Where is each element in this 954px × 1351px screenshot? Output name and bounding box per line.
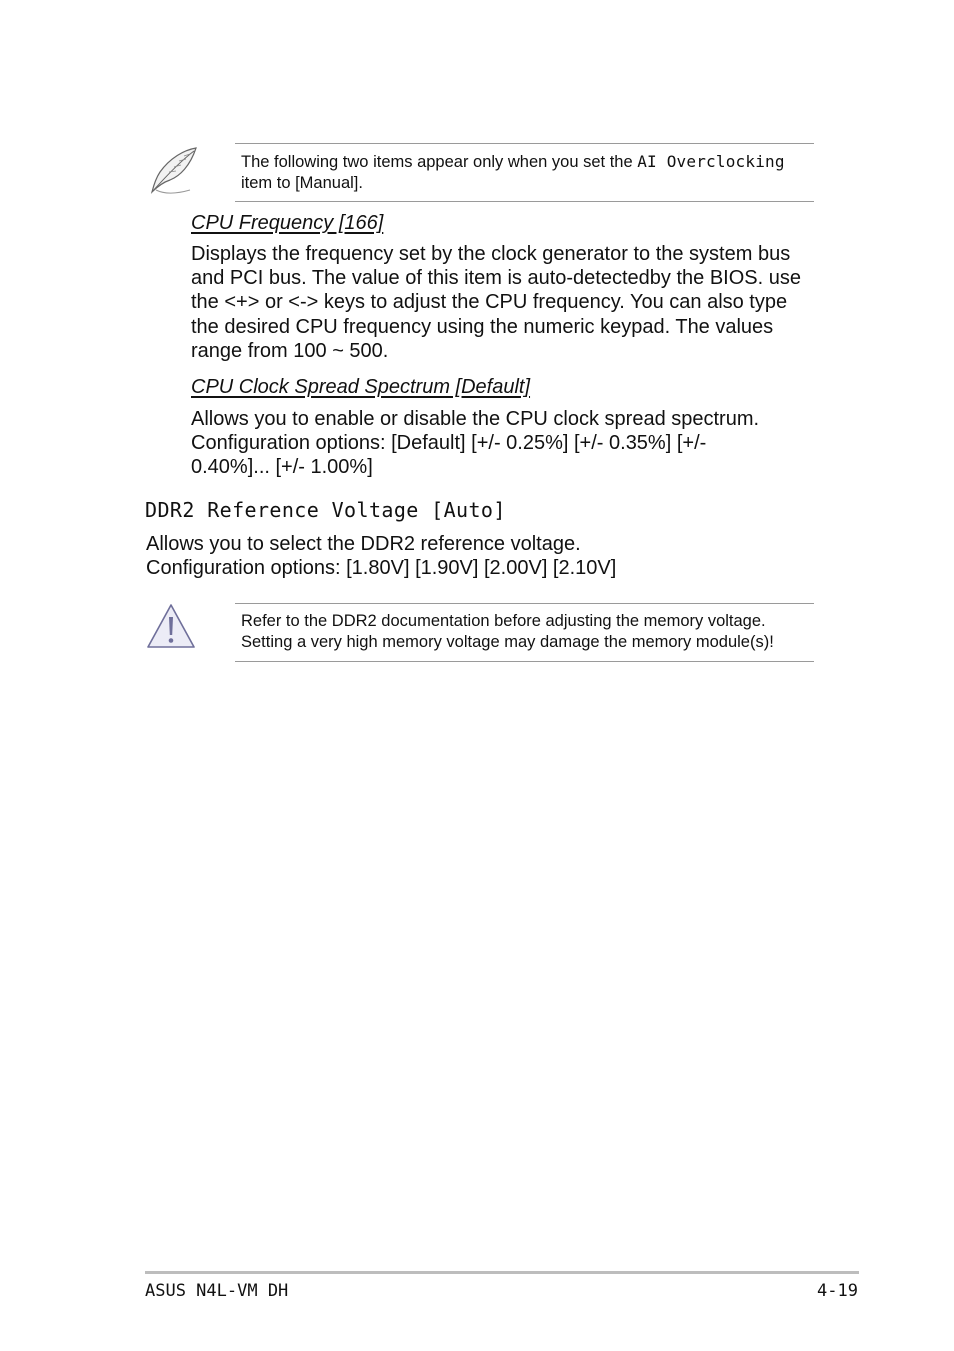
cpu-clock-spread-description bbox=[191, 407, 806, 480]
footer-rule bbox=[145, 1271, 859, 1274]
caution-line: Setting a very high memory voltage may damage the memory module(s)! bbox=[241, 633, 774, 651]
feather-pen-icon bbox=[146, 144, 202, 198]
cpu-frequency-heading: CPU Frequency [166] bbox=[191, 212, 384, 234]
cpu-frequency-description bbox=[191, 242, 806, 363]
warning-icon bbox=[145, 602, 197, 650]
paragraph-line: the desired CPU frequency using the numeric keypad. The values bbox=[191, 315, 774, 338]
footer-page-number: 4-19 bbox=[817, 1281, 858, 1301]
ddr2-description bbox=[146, 532, 826, 580]
paragraph-line: 0.40%]... [+/- 1.00%] bbox=[191, 456, 373, 479]
footer-model: ASUS N4L-VM DH bbox=[145, 1281, 289, 1301]
paragraph-line: Displays the frequency set by the clock generator to the system bus bbox=[191, 243, 791, 265]
paragraph-line: range from 100 ~ 500. bbox=[191, 339, 389, 362]
paragraph-line: Configuration options: [1.80V] [1.90V] [2.00V] [2.10V] bbox=[146, 557, 617, 580]
paragraph-line: Allows you to select the DDR2 reference voltage. bbox=[146, 533, 581, 555]
paragraph-line: Configuration options: [Default] [+/- 0.25%] [+/- 0.35%] [+/- bbox=[191, 432, 707, 455]
note-term: AI Overclocking bbox=[637, 152, 785, 171]
caution-top-rule bbox=[235, 603, 814, 604]
caution-text bbox=[241, 611, 816, 653]
caution-bottom-rule bbox=[235, 661, 814, 662]
note-text-before: The following two items appear only when you set the bbox=[241, 153, 638, 171]
note-bottom-rule bbox=[235, 201, 814, 202]
paragraph-line: the <+> or <-> keys to adjust the CPU frequency. You can also type bbox=[191, 291, 788, 314]
cpu-clock-spread-heading: CPU Clock Spread Spectrum [Default] bbox=[191, 376, 531, 398]
note-text-after: item to [Manual]. bbox=[241, 174, 363, 192]
paragraph-line: and PCI bus. The value of this item is auto-detectedby the BIOS. use bbox=[191, 267, 801, 290]
ddr2-heading: DDR2 Reference Voltage [Auto] bbox=[145, 498, 506, 522]
paragraph-line: Allows you to enable or disable the CPU clock spread spectrum. bbox=[191, 408, 760, 430]
caution-line: Refer to the DDR2 documentation before adjusting the memory voltage. bbox=[241, 612, 766, 630]
note-text bbox=[241, 151, 816, 194]
note-top-rule bbox=[235, 143, 814, 144]
